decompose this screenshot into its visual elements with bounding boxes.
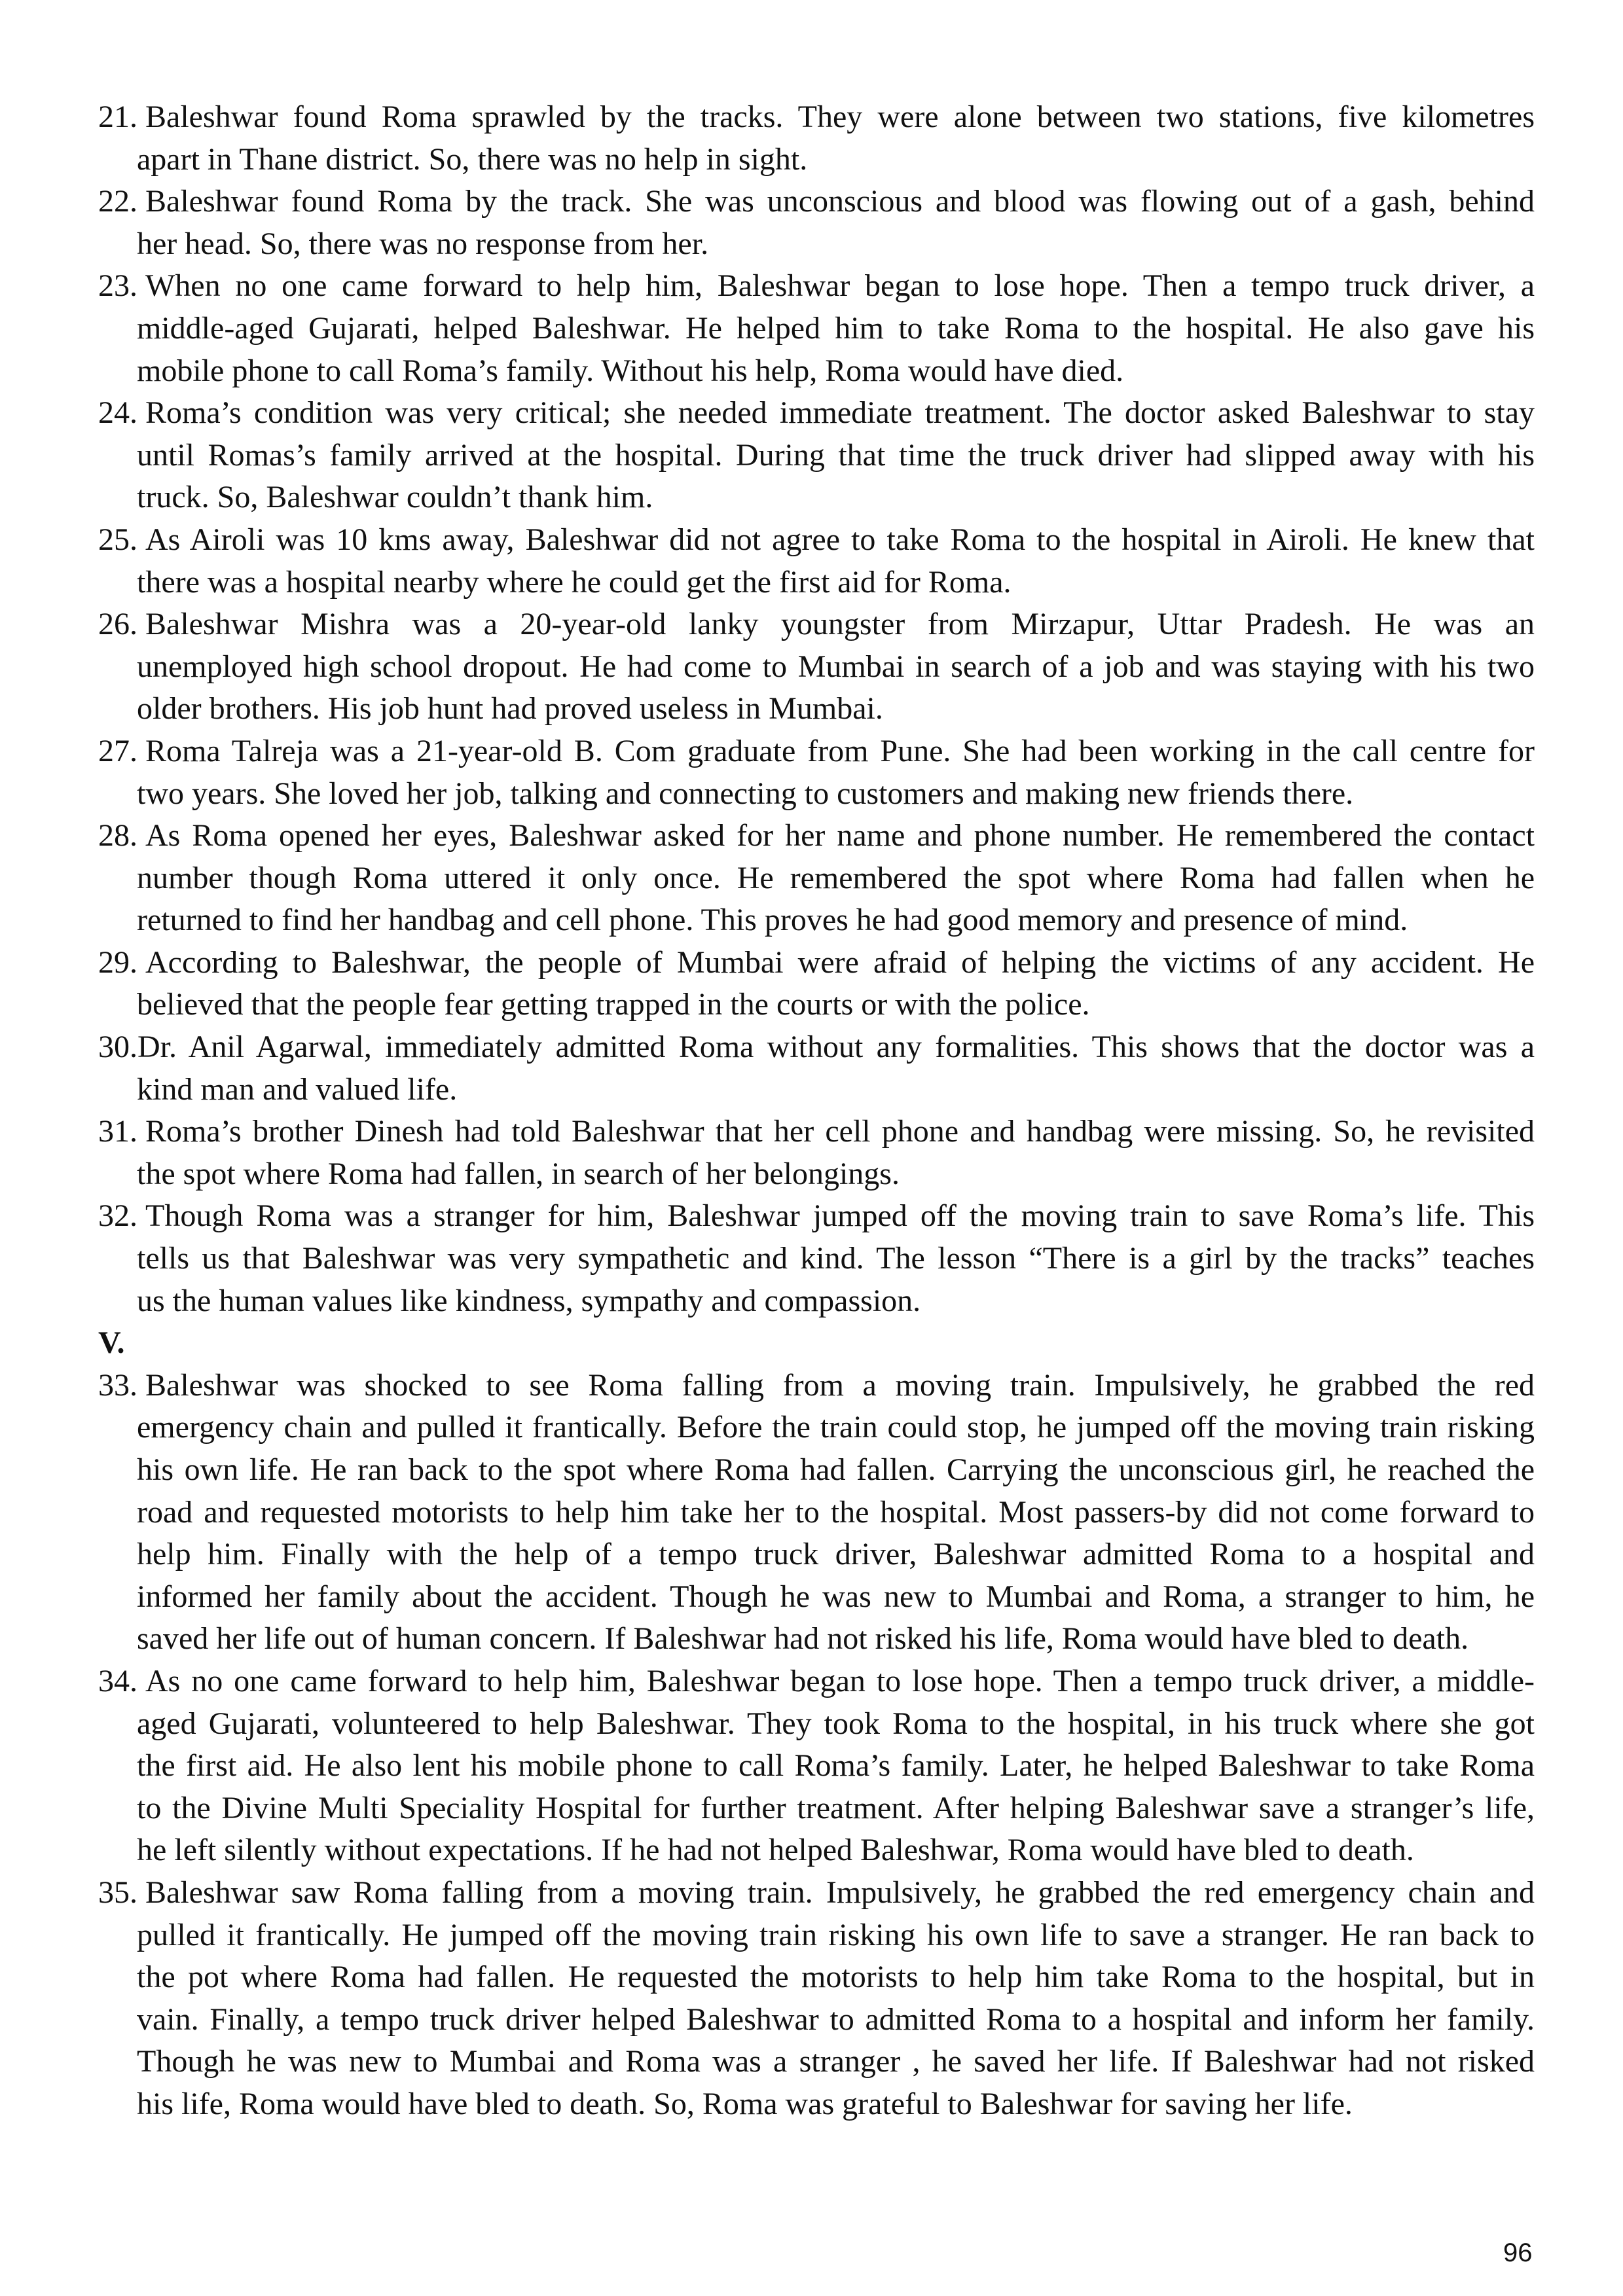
answer-item xyxy=(98,1872,1535,2126)
answer-line xyxy=(98,265,1535,308)
answer-line xyxy=(98,1914,1535,1957)
answer-line xyxy=(98,688,1535,730)
answer-item xyxy=(98,519,1535,603)
answer-item xyxy=(98,815,1535,942)
answer-item xyxy=(98,1195,1535,1322)
line-text: saved her life out of human concern. If Baleshwar had not risked his life, Roma would have bled to death. xyxy=(137,1621,1469,1657)
answer-line xyxy=(98,942,1535,984)
line-text: As Airoli was 10 kms away, Baleshwar did not agree to take Roma to the hospital in Airoli. He knew that xyxy=(145,522,1535,557)
line-text: older brothers. His job hunt had proved useless in Mumbai. xyxy=(137,691,883,726)
line-text: there was a hospital nearby where he could get the first aid for Roma. xyxy=(137,564,1012,600)
line-text: Though Roma was a stranger for him, Baleshwar jumped off the moving train to save Roma’s life. This xyxy=(145,1198,1535,1234)
line-text: his own life. He ran back to the spot where Roma had fallen. Carrying the unconscious girl, he reached the xyxy=(137,1452,1535,1487)
line-text: informed her family about the accident. Though he was new to Mumbai and Roma, a stranger to him, he xyxy=(137,1579,1535,1614)
answer-line xyxy=(98,603,1535,646)
answer-line xyxy=(98,350,1535,393)
answer-line xyxy=(98,773,1535,816)
line-text: As no one came forward to help him, Baleshwar began to lose hope. Then a tempo truck driver, a middle- xyxy=(145,1663,1535,1698)
answer-item xyxy=(98,1365,1535,1660)
answer-line xyxy=(98,392,1535,435)
answer-line xyxy=(98,519,1535,562)
answer-line xyxy=(98,1703,1535,1746)
answer-line xyxy=(98,308,1535,350)
answer-line xyxy=(98,1956,1535,1999)
answer-item xyxy=(98,96,1535,181)
answer-line xyxy=(98,899,1535,942)
answer-line xyxy=(98,1872,1535,1914)
answer-line xyxy=(98,435,1535,477)
answer-line xyxy=(98,857,1535,900)
answer-item xyxy=(98,1026,1535,1111)
line-text: Though he was new to Mumbai and Roma was a stranger , he saved her life. If Baleshwar had not risked xyxy=(137,2044,1535,2079)
line-text: mobile phone to call Roma’s family. Without his help, Roma would have died. xyxy=(137,353,1124,388)
answer-line xyxy=(98,2041,1535,2083)
item-number: 32. xyxy=(98,1198,145,1234)
line-text: apart in Thane district. So, there was no help in sight. xyxy=(137,141,808,177)
answer-item xyxy=(98,730,1535,815)
line-text: According to Baleshwar, the people of Mumbai were afraid of helping the victims of any accident. He xyxy=(145,944,1535,980)
item-number: 25. xyxy=(98,522,145,557)
line-text: As Roma opened her eyes, Baleshwar asked for her name and phone number. He remembered the contact xyxy=(145,818,1535,853)
answer-item xyxy=(98,392,1535,519)
answer-line xyxy=(98,223,1535,266)
item-number: 26. xyxy=(98,607,145,642)
line-text: until Romas’s family arrived at the hospital. During that time the truck driver had slipped away with his xyxy=(137,437,1535,473)
line-text: truck. So, Baleshwar couldn’t thank him. xyxy=(137,480,653,515)
line-text: kind man and valued life. xyxy=(137,1071,458,1107)
line-text: pulled it frantically. He jumped off the moving train risking his own life to save a stranger. He ran back to xyxy=(137,1917,1535,1952)
answer-line xyxy=(98,1365,1535,1407)
answer-line xyxy=(98,1111,1535,1153)
line-text: Dr. Anil Agarwal, immediately admitted Roma without any formalities. This shows that the doctor was a xyxy=(137,1030,1535,1065)
answer-line xyxy=(98,1449,1535,1492)
item-number: 31. xyxy=(98,1114,145,1149)
answer-line xyxy=(98,1618,1535,1660)
answer-item xyxy=(98,942,1535,1026)
answer-line xyxy=(98,1492,1535,1534)
line-text: When no one came forward to help him, Baleshwar began to lose hope. Then a tempo truck driver, a xyxy=(145,268,1535,304)
item-number: 27. xyxy=(98,733,145,768)
answer-line xyxy=(98,1153,1535,1196)
item-number: 21. xyxy=(98,99,145,134)
answer-line xyxy=(98,562,1535,604)
answer-line xyxy=(98,984,1535,1026)
answer-line xyxy=(98,1660,1535,1703)
answer-item xyxy=(98,181,1535,265)
item-number: 28. xyxy=(98,818,145,853)
line-text: Baleshwar was shocked to see Roma falling from a moving train. Impulsively, he grabbed the red xyxy=(145,1367,1535,1403)
item-number: 29. xyxy=(98,944,145,980)
line-text: emergency chain and pulled it frantically. Before the train could stop, he jumped off the moving train risking xyxy=(137,1410,1535,1445)
answer-line xyxy=(98,181,1535,223)
answer-line xyxy=(98,1195,1535,1238)
answer-line xyxy=(98,1829,1535,1872)
answer-item xyxy=(98,603,1535,730)
answer-line xyxy=(98,730,1535,773)
answer-line xyxy=(98,2083,1535,2126)
document-body xyxy=(98,96,1535,2126)
line-text: middle-aged Gujarati, helped Baleshwar. He helped him to take Roma to the hospital. He also gave his xyxy=(137,310,1535,346)
answer-line xyxy=(98,1069,1535,1111)
answer-line xyxy=(98,646,1535,689)
answer-line xyxy=(98,1787,1535,1830)
answer-line xyxy=(98,139,1535,181)
line-text: unemployed high school dropout. He had come to Mumbai in search of a job and was staying with his two xyxy=(137,649,1535,684)
line-text: aged Gujarati, volunteered to help Baleshwar. They took Roma to the hospital, in his truck where she got xyxy=(137,1706,1535,1741)
answer-line xyxy=(98,96,1535,139)
answer-item xyxy=(98,265,1535,392)
line-text: Roma Talreja was a 21-year-old B. Com graduate from Pune. She had been working in the call centre for xyxy=(145,733,1535,768)
line-text: Roma’s brother Dinesh had told Baleshwar that her cell phone and handbag were missing. So, he revisited xyxy=(145,1114,1535,1149)
item-number: 34. xyxy=(98,1663,145,1698)
line-text: tells us that Baleshwar was very sympathetic and kind. The lesson “There is a girl by the tracks” teaches xyxy=(137,1241,1535,1276)
line-text: to the Divine Multi Speciality Hospital for further treatment. After helping Baleshwar save a stranger’s life, xyxy=(137,1790,1535,1825)
answer-line xyxy=(98,1999,1535,2041)
answer-item xyxy=(98,1660,1535,1872)
answer-line xyxy=(98,1407,1535,1449)
line-text: Baleshwar Mishra was a 20-year-old lanky youngster from Mirzapur, Uttar Pradesh. He was an xyxy=(145,607,1535,642)
answer-item xyxy=(98,1111,1535,1195)
line-text: returned to find her handbag and cell phone. This proves he had good memory and presence of mind. xyxy=(137,903,1408,938)
line-text: believed that the people fear getting trapped in the courts or with the police. xyxy=(137,987,1090,1022)
line-text: he left silently without expectations. If he had not helped Baleshwar, Roma would have bled to death. xyxy=(137,1833,1414,1868)
item-number: 23. xyxy=(98,268,145,304)
answer-line xyxy=(98,1745,1535,1787)
section-heading: V. xyxy=(98,1325,125,1361)
item-number: 30. xyxy=(98,1030,137,1065)
line-text: road and requested motorists to help him take her to the hospital. Most passers-by did not come forward to xyxy=(137,1494,1535,1530)
answer-line xyxy=(98,476,1535,519)
line-text: help him. Finally with the help of a tempo truck driver, Baleshwar admitted Roma to a hospital and xyxy=(137,1537,1535,1572)
line-text: her head. So, there was no response from her. xyxy=(137,226,709,261)
line-text: the spot where Roma had fallen, in search of her belongings. xyxy=(137,1156,900,1191)
line-text: Baleshwar found Roma sprawled by the tracks. They were alone between two stations, five kilometres xyxy=(145,99,1535,134)
line-text: two years. She loved her job, talking and connecting to customers and making new friends there. xyxy=(137,776,1354,811)
line-text: Baleshwar found Roma by the track. She was unconscious and blood was flowing out of a gash, behind xyxy=(145,184,1535,219)
answer-line xyxy=(98,1534,1535,1576)
item-number: 22. xyxy=(98,184,145,219)
line-text: his life, Roma would have bled to death. So, Roma was grateful to Baleshwar for saving her life. xyxy=(137,2086,1353,2121)
answer-line xyxy=(98,1576,1535,1619)
answer-line xyxy=(98,1238,1535,1280)
line-text: the first aid. He also lent his mobile phone to call Roma’s family. Later, he helped Baleshwar to take Roma xyxy=(137,1748,1535,1784)
item-number: 33. xyxy=(98,1367,145,1403)
line-text: the pot where Roma had fallen. He requested the motorists to help him take Roma to the hospital, but in xyxy=(137,1960,1535,1995)
line-text: us the human values like kindness, sympathy and compassion. xyxy=(137,1283,921,1318)
line-text: number though Roma uttered it only once. He remembered the spot where Roma had fallen when he xyxy=(137,860,1535,895)
answer-line xyxy=(98,815,1535,857)
answer-line xyxy=(98,1280,1535,1323)
line-text: Baleshwar saw Roma falling from a moving train. Impulsively, he grabbed the red emergency chain and xyxy=(145,1874,1535,1910)
item-number: 35. xyxy=(98,1874,145,1910)
page-number: 96 xyxy=(1503,2238,1533,2267)
line-text: Roma’s condition was very critical; she needed immediate treatment. The doctor asked Baleshwar to stay xyxy=(145,395,1535,431)
item-number: 24. xyxy=(98,395,145,431)
answer-line xyxy=(98,1026,1535,1069)
line-text: vain. Finally, a tempo truck driver helped Baleshwar to admitted Roma to a hospital and inform her family. xyxy=(137,2001,1535,2037)
